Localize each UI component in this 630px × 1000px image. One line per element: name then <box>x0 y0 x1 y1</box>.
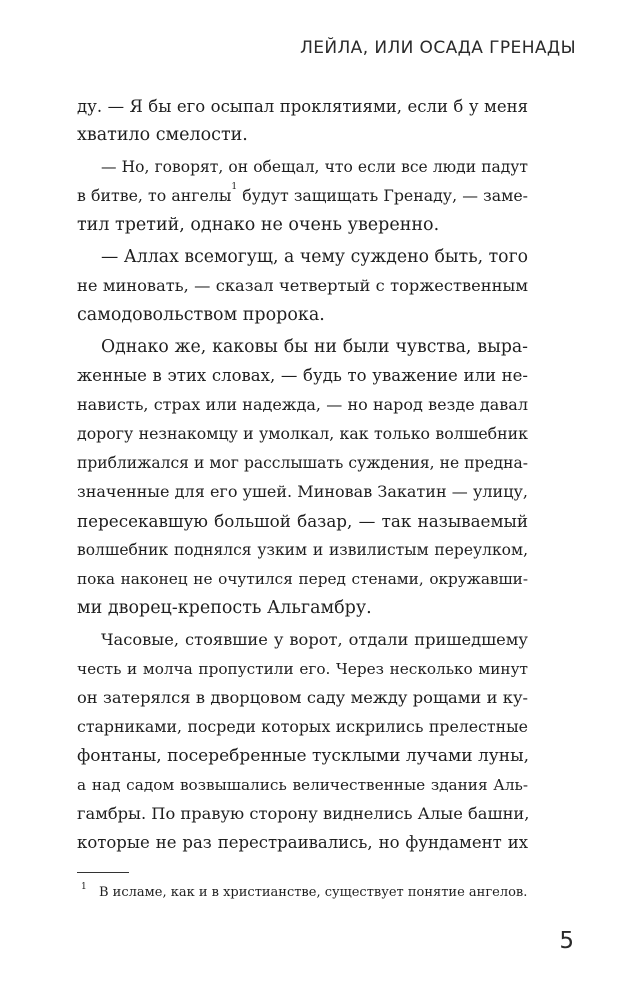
text-fragment: будут защищать Гренаду, — заме- <box>242 186 528 205</box>
text-line-with-footnote <box>77 183 528 209</box>
text-line: женные в этих словах, — будь то уважение или не- <box>77 366 528 385</box>
running-head: ЛЕЙЛА, ИЛИ ОСАДА ГРЕНАДЫ <box>300 38 576 58</box>
text-line: гамбры. По правую сторону виднелись Алые башни, <box>77 804 530 823</box>
text-line: а над садом возвышались величественные здания Аль- <box>77 776 528 794</box>
text-line: ми дворец-крепость Альгамбру. <box>77 598 372 618</box>
text-line: тил третий, однако не очень уверенно. <box>77 215 440 235</box>
page-number: 5 <box>559 928 574 954</box>
text-line: дорогу незнакомцу и умолкал, как только волшебник <box>77 424 528 443</box>
text-line: волшебник поднялся узким и извилистым переулком, <box>77 541 528 559</box>
text-line: честь и молча пропустили его. Через несколько минут <box>77 660 528 678</box>
text-line: ду. — Я бы его осыпал проклятиями, если б у меня <box>77 97 528 116</box>
text-line: не миновать, — сказал четвертый с торжественным <box>77 276 528 295</box>
footnote-divider <box>77 872 129 873</box>
footnote-marker: 1 <box>81 882 87 892</box>
footnote-text: В исламе, как и в христианстве, существует понятие ангелов. <box>99 885 528 900</box>
text-line: — Но, говорят, он обещал, что если все люди падут <box>101 158 528 176</box>
text-line: Однако же, каковы бы ни были чувства, выра- <box>101 337 528 357</box>
text-line: нависть, страх или надежда, — но народ везде давал <box>77 395 528 414</box>
text-line: пересекавшую большой базар, — так называемый <box>77 511 528 531</box>
text-line: хватило смелости. <box>77 125 248 145</box>
text-line: самодовольством пророка. <box>77 305 325 325</box>
text-line: которые не раз перестраивались, но фундамент их <box>77 833 528 852</box>
text-line: приближался и мог расслышать суждения, не предна- <box>77 454 528 472</box>
text-line: пока наконец не очутился перед стенами, окружавши- <box>77 570 528 588</box>
text-line: значенные для его ушей. Миновав Закатин — улицу, <box>77 482 528 501</box>
footnote-reference: 1 <box>231 182 238 192</box>
text-line: старниками, посреди которых искрились прелестные <box>77 717 528 736</box>
text-line: — Аллах всемогущ, а чему суждено быть, того <box>101 247 528 267</box>
text-line: Часовые, стоявшие у ворот, отдали пришедшему <box>101 630 528 649</box>
text-line: фонтаны, посеребренные тусклыми лучами луны, <box>77 746 530 766</box>
text-fragment: в битве, то ангелы <box>77 186 232 205</box>
text-line: он затерялся в дворцовом саду между рощами и ку- <box>77 688 528 707</box>
